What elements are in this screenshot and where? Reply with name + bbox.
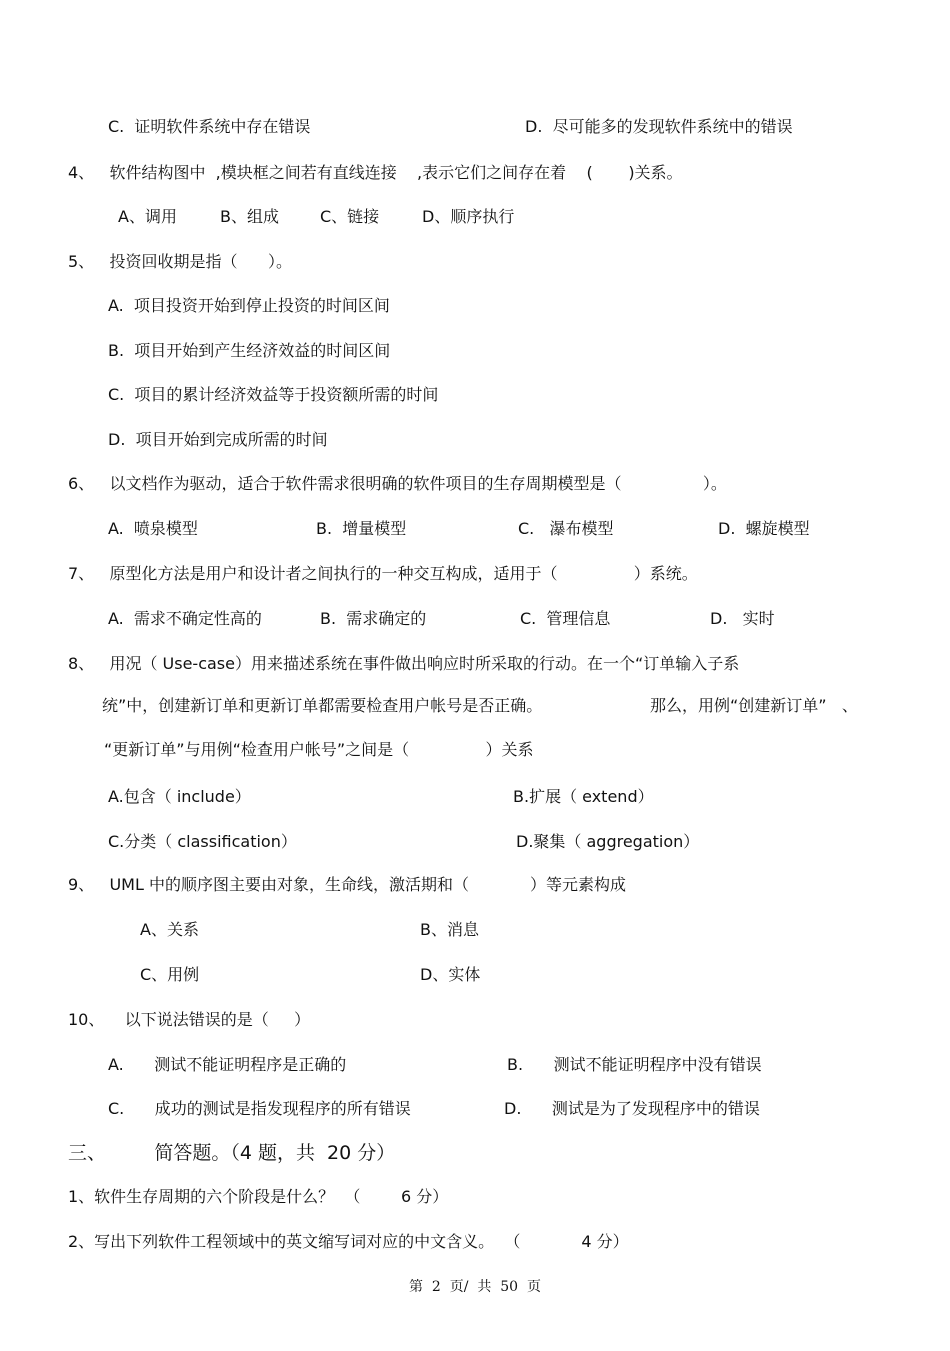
question-8-stem-line2: 统”中，创建新订单和更新订单都需要检查用户帐号是否正确。 <box>102 696 543 715</box>
q6-option-a: A. 喷泉模型 <box>108 519 198 538</box>
q5-option-a: A. 项目投资开始到停止投资的时间区间 <box>108 296 390 315</box>
q8-option-a: A.包含（ include） <box>108 787 251 806</box>
q4-option-b: B、组成 <box>220 207 279 226</box>
q9-option-d: D、实体 <box>420 965 481 984</box>
q4-option-d: D、顺序执行 <box>422 207 515 226</box>
section-3-heading: 三、 简答题。（4 题，共 20 分） <box>68 1142 396 1164</box>
q7-option-a: A. 需求不确定性高的 <box>108 609 262 628</box>
q6-option-c: C. 瀑布模型 <box>518 519 614 538</box>
q10-option-d: D. 测试是为了发现程序中的错误 <box>504 1099 760 1118</box>
q9-option-a: A、关系 <box>140 920 199 939</box>
section-3-question-1: 1、软件生存周期的六个阶段是什么？ （ 6 分） <box>68 1187 449 1206</box>
q10-option-a: A. 测试不能证明程序是正确的 <box>108 1055 347 1074</box>
q7-option-c: C. 管理信息 <box>520 609 611 628</box>
question-9-stem: 9、 UML 中的顺序图主要由对象，生命线，激活期和（ ）等元素构成 <box>68 875 626 894</box>
q5-option-b: B. 项目开始到产生经济效益的时间区间 <box>108 341 391 360</box>
q3-option-c: C. 证明软件系统中存在错误 <box>108 117 311 136</box>
q5-option-d: D. 项目开始到完成所需的时间 <box>108 430 328 449</box>
q7-option-b: B. 需求确定的 <box>320 609 427 628</box>
question-8-stem-line2-end: 那么，用例“创建新订单” 、 <box>650 696 858 715</box>
q6-option-b: B. 增量模型 <box>316 519 407 538</box>
question-8-stem-line3: “更新订单”与用例“检查用户帐号”之间是（ ）关系 <box>104 740 534 759</box>
q3-option-d: D. 尽可能多的发现软件系统中的错误 <box>525 117 793 136</box>
question-4-stem: 4、 软件结构图中 ,模块框之间若有直线连接 ,表示它们之间存在着 ( )关系。 <box>68 163 683 182</box>
question-10-stem: 10、 以下说法错误的是（ ） <box>68 1010 311 1029</box>
question-7-stem: 7、 原型化方法是用户和设计者之间执行的一种交互构成，适用于（ ）系统。 <box>68 564 698 583</box>
section-3-question-2: 2、写出下列软件工程领域中的英文缩写词对应的中文含义。 （ 4 分） <box>68 1232 629 1251</box>
q6-option-d: D. 螺旋模型 <box>718 519 810 538</box>
q7-option-d: D. 实时 <box>710 609 775 628</box>
q9-option-c: C、用例 <box>140 965 200 984</box>
q5-option-c: C. 项目的累计经济效益等于投资额所需的时间 <box>108 385 439 404</box>
q4-option-a: A、调用 <box>118 207 177 226</box>
q10-option-b: B. 测试不能证明程序中没有错误 <box>507 1055 762 1074</box>
q4-option-c: C、链接 <box>320 207 380 226</box>
q9-option-b: B、消息 <box>420 920 479 939</box>
question-6-stem: 6、 以文档作为驱动，适合于软件需求很明确的软件项目的生存周期模型是（ ）。 <box>68 474 727 493</box>
question-8-stem-line1: 8、 用况（ Use-case）用来描述系统在事件做出响应时所采取的行动。在一个“订单输入子系 <box>68 654 740 673</box>
question-5-stem: 5、 投资回收期是指（ ）。 <box>68 252 292 271</box>
q8-option-b: B.扩展（ extend） <box>513 787 654 806</box>
q8-option-c: C.分类（ classification） <box>108 832 297 851</box>
q8-option-d: D.聚集（ aggregation） <box>516 832 700 851</box>
page-footer: 第 2 页/ 共 50 页 <box>409 1279 541 1295</box>
q10-option-c: C. 成功的测试是指发现程序的所有错误 <box>108 1099 411 1118</box>
